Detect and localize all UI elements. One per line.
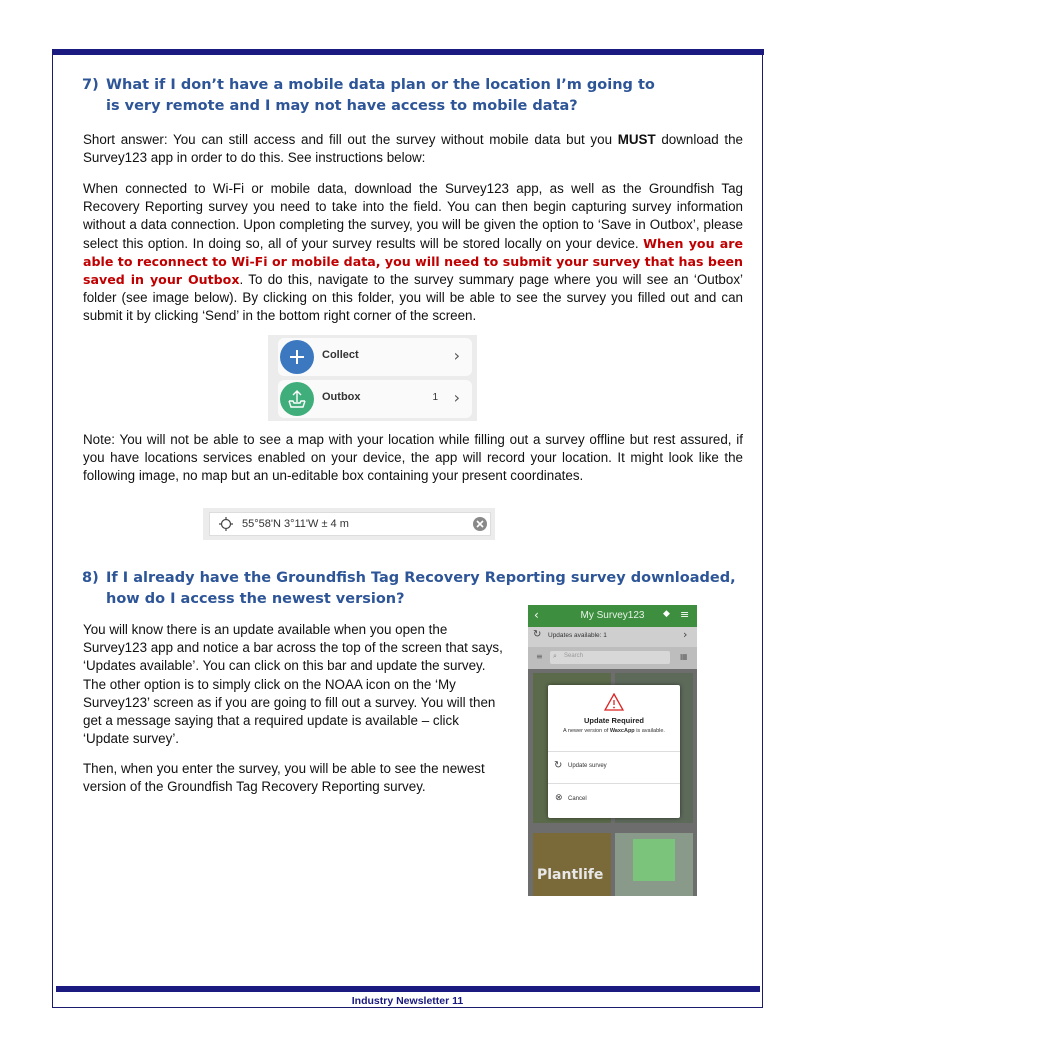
survey-menu-screenshot [268, 335, 477, 421]
update-paragraph: You will know there is an update available when you open the Survey123 app and notice a bar across the top of the screen that says, ‘Updates available’. You can click on this bar and update the survey. The other option is to simply click on the NOAA icon on the ‘My Survey123’ screen as if you are going to fill out a survey. You will then get a message saying that a required update is available – click ‘Update survey’. [83, 622, 503, 747]
sort-icon: ≡ [536, 652, 543, 661]
footer-page-label: Industry Newsletter 11 [351, 995, 464, 1007]
close-circle-icon: ⊗ [555, 793, 563, 803]
collect-row [278, 338, 472, 376]
warning-icon [604, 693, 624, 715]
tile-text: Plantlife [537, 867, 604, 883]
chevron-right-icon: › [683, 628, 688, 641]
search-placeholder: Search [564, 653, 584, 659]
phone-header [528, 605, 697, 627]
chevron-right-icon: › [453, 346, 460, 365]
section7-heading-line2: is very remote and I may not have access to mobile data? [106, 98, 578, 114]
section8-heading [82, 568, 742, 610]
section7-number: 7) [82, 77, 99, 93]
crosshair-icon [218, 516, 234, 536]
dialog-message-post: is available. [634, 728, 665, 734]
updates-text: Updates available: 1 [548, 632, 607, 639]
section7-heading [82, 75, 722, 117]
phone-title: My Survey123 [580, 610, 645, 621]
cancel-button[interactable] [548, 784, 680, 817]
section7-heading-line1: What if I don’t have a mobile data plan or the location I’m going to [106, 77, 655, 93]
coordinates-box [203, 508, 495, 540]
outbox-label: Outbox [322, 391, 361, 403]
updates-bar [528, 627, 697, 647]
section8-number: 8) [82, 570, 99, 586]
section8-heading-line1: If I already have the Groundfish Tag Recovery Reporting survey downloaded, [106, 570, 736, 586]
coordinates-text: 55°58'N 3°11'W ± 4 m [242, 518, 349, 530]
dialog-message-pre: A newer version of [563, 728, 610, 734]
search-field [550, 651, 670, 664]
update-survey-button[interactable] [548, 752, 680, 783]
grid-icon: ▦ [680, 652, 688, 661]
survey-tile [533, 833, 611, 896]
dialog-message-app: WaxcApp [609, 728, 635, 734]
clear-icon [472, 516, 488, 536]
update-survey-label: Update survey [568, 763, 607, 769]
instructions-red-emphasis: When you are able to reconnect to Wi-Fi or mobile data, you will need to submit your survey that has been saved in your Outbox [83, 235, 743, 288]
newest-version-paragraph: Then, when you enter the survey, you will be able to see the newest version of the Groundfish Tag Recovery Reporting survey. [83, 761, 485, 795]
footer-rule [56, 986, 760, 992]
menu-icon: ≡ [680, 608, 690, 621]
dialog-message [558, 728, 670, 735]
cancel-label: Cancel [568, 796, 587, 802]
phone-screenshot [528, 605, 697, 896]
refresh-icon: ↻ [554, 760, 563, 771]
outbox-count: 1 [432, 392, 438, 403]
collect-label: Collect [322, 349, 359, 361]
must-emphasis: MUST [617, 132, 656, 147]
refresh-icon: ↻ [533, 629, 542, 640]
plus-icon [280, 340, 314, 374]
outbox-row [278, 380, 472, 418]
instructions-paragraph [83, 180, 743, 326]
short-answer-paragraph [83, 131, 743, 167]
chevron-right-icon: › [453, 388, 460, 407]
section8-heading-line2: how do I access the newest version? [106, 591, 405, 607]
dialog-title: Update Required [583, 716, 644, 725]
coordinates-field [209, 512, 491, 536]
note-paragraph: Note: You will not be able to see a map with your location while filling out a survey offline but rest assured, if you have locations services enabled on your device, the app will record your location. It might look like the following image, no map but an un-editable box containing your present coordinates. [83, 432, 743, 484]
search-bar [528, 647, 697, 669]
short-answer-post: download the Survey123 app in order to do this. See instructions below: [83, 132, 743, 166]
instructions-post: . To do this, navigate to the survey summary page where you will see an ‘Outbox’ folder (see image below). By clicking on this folder, you will be able to see the survey you filled out and can submit it by clicking ‘Send’ in the bottom right corner of the screen. [83, 272, 743, 324]
chevron-left-icon: ‹ [534, 608, 539, 622]
instructions-pre: When connected to Wi-Fi or mobile data, download the Survey123 app, as well as the Groundfish Tag Recovery Reporting survey you need to take into the field. You can then begin capturing survey information without a data connection. Upon completing the survey, you will be given the option to ‘Save in Outbox’, please select this option. In doing so, all of your survey results will be stored locally on your device. [83, 181, 743, 251]
form-icon [633, 839, 675, 881]
short-answer-pre: Short answer: You can still access and fill out the survey without mobile data but you [83, 132, 618, 147]
outbox-tray-icon [280, 382, 314, 416]
survey-tile [615, 833, 693, 896]
search-icon: ⌕ [553, 652, 557, 660]
signal-icon: ◆ [663, 609, 670, 619]
update-required-dialog [548, 685, 680, 818]
